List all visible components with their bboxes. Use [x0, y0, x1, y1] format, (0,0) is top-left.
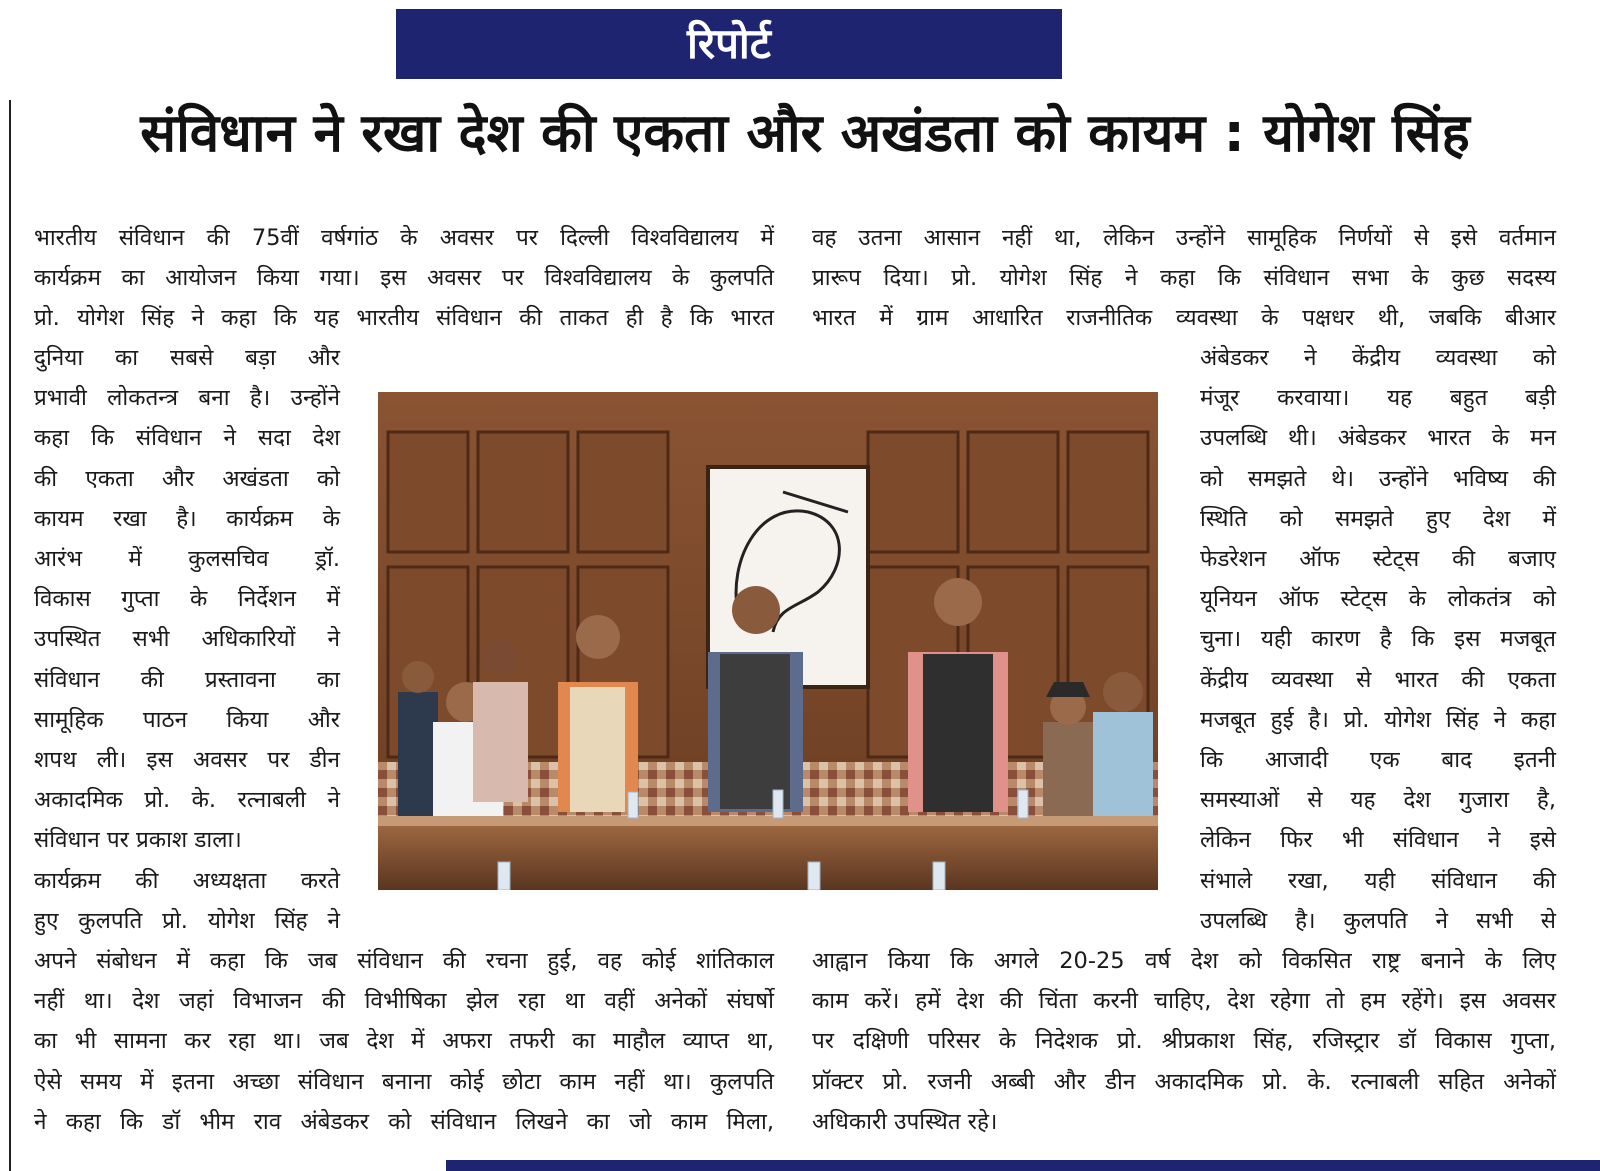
- text-line: यूनियन ऑफ स्टेट्स के लोकतंत्र को: [1200, 586, 1556, 613]
- text-line: प्रारूप दिया। प्रो. योगेश सिंह ने कहा कि संविधान सभा के कुछ सदस्य: [812, 265, 1556, 292]
- text-line: संविधान पर प्रकाश डाला।: [34, 827, 242, 854]
- meeting-photo: [378, 392, 1158, 890]
- text-line: ऐसे समय में इतना अच्छा संविधान बनाना कोई छोटा काम नहीं था। कुलपति: [34, 1068, 774, 1095]
- headline: संविधान ने रखा देश की एकता और अखंडता को कायम : योगेश सिंह: [140, 103, 1470, 164]
- text-line: संभाले रखा, यही संविधान की: [1200, 867, 1556, 894]
- text-line: अपने संबोधन में कहा कि जब संविधान की रचना हुई, वह कोई शांतिकाल: [34, 948, 774, 974]
- report-kicker: रिपोर्ट: [396, 9, 1062, 79]
- narrow-right-column: [1200, 338, 1556, 941]
- text-line: ने कहा कि डॉ भीम राव अंबेडकर को संविधान लिखने का जो काम मिला,: [34, 1108, 774, 1135]
- text-line: समस्याओं से यह देश गुजारा है,: [1200, 787, 1556, 814]
- text-line: मजबूत हुई है। प्रो. योगेश सिंह ने कहा: [1200, 706, 1556, 733]
- bottom-accent-bar: [446, 1160, 1600, 1171]
- text-line: शपथ ली। इस अवसर पर डीन: [34, 747, 340, 774]
- text-line: नहीं था। देश जहां विभाजन की विभीषिका झेल रहा था वहीं अनेकों संघर्षो: [34, 988, 774, 1015]
- text-line: भारतीय संविधान की 75वीं वर्षगांठ के अवसर पर दिल्ली विश्वविद्यालय में: [34, 225, 774, 251]
- narrow-left-column: [34, 338, 340, 941]
- text-line: स्थिति को समझते हुए देश में: [1200, 505, 1556, 532]
- meeting-photo-icon: [378, 392, 1158, 890]
- text-line: प्रो. योगेश सिंह ने कहा कि यह भारतीय संविधान की ताकत ही है कि भारत: [34, 305, 774, 332]
- text-line: कहा कि संविधान ने सदा देश: [34, 425, 340, 452]
- text-line: सामूहिक पाठन किया और: [34, 706, 340, 733]
- text-line: का भी सामना कर रहा था। जब देश में अफरा तफरी का माहौल व्याप्त था,: [34, 1028, 774, 1055]
- text-line: उपस्थित सभी अधिकारियों ने: [34, 626, 340, 653]
- bottom-left-block: [34, 941, 774, 1142]
- lead-right-block: [812, 218, 1556, 339]
- text-line: काम करें। हमें देश की चिंता करनी चाहिए, देश रहेगा तो हम रहेंगे। इस अवसर: [812, 988, 1556, 1015]
- text-line: अधिकारी उपस्थित रहे।: [812, 1108, 998, 1135]
- text-line: मंजूर करवाया। यह बहुत बड़ी: [1200, 385, 1556, 412]
- text-line: केंद्रीय व्यवस्था से भारत की एकता: [1200, 666, 1556, 693]
- text-line: लेकिन फिर भी संविधान ने इसे: [1200, 827, 1556, 854]
- text-line: कि आजादी एक बाद इतनी: [1200, 747, 1556, 774]
- text-line: दुनिया का सबसे बड़ा और: [34, 345, 340, 371]
- text-line: अंबेडकर ने केंद्रीय व्यवस्था को: [1200, 345, 1556, 371]
- text-line: की एकता और अखंडता को: [34, 465, 340, 492]
- bottom-right-block: [812, 941, 1556, 1142]
- left-column-rule: [9, 100, 11, 1171]
- text-line: प्रभावी लोकतन्त्र बना है। उन्होंने: [34, 385, 340, 412]
- text-line: कार्यक्रम का आयोजन किया गया। इस अवसर पर विश्वविद्यालय के कुलपति: [34, 265, 774, 292]
- lead-left-block: [34, 218, 774, 339]
- text-line: वह उतना आसान नहीं था, लेकिन उन्होंने सामूहिक निर्णयों से इसे वर्तमान: [812, 225, 1556, 251]
- text-line: विकास गुप्ता के निर्देशन में: [34, 586, 340, 613]
- text-line: अकादमिक प्रो. के. रत्नाबली ने: [34, 787, 340, 814]
- text-line: भारत में ग्राम आधारित राजनीतिक व्यवस्था के पक्षधर थी, जबकि बीआर: [812, 305, 1556, 332]
- text-line: आह्वान किया कि अगले 20-25 वर्ष देश को विकसित राष्ट्र बनाने के लिए: [812, 948, 1556, 974]
- text-line: को समझते थे। उन्होंने भविष्य की: [1200, 465, 1556, 492]
- text-line: उपलब्धि थी। अंबेडकर भारत के मन: [1200, 425, 1556, 452]
- text-line: संविधान की प्रस्तावना का: [34, 666, 340, 693]
- text-line: उपलब्धि है। कुलपति ने सभी से: [1200, 907, 1556, 934]
- text-line: आरंभ में कुलसचिव ड्रॉ.: [34, 546, 340, 573]
- text-line: चुना। यही कारण है कि इस मजबूत: [1200, 626, 1556, 653]
- text-line: कार्यक्रम की अध्यक्षता करते: [34, 867, 340, 894]
- text-line: हुए कुलपति प्रो. योगेश सिंह ने: [34, 907, 340, 934]
- text-line: प्रॉक्टर प्रो. रजनी अब्बी और डीन अकादमिक प्रो. के. रत्नाबली सहित अनेकों: [812, 1068, 1556, 1095]
- text-line: कायम रखा है। कार्यक्रम के: [34, 505, 340, 532]
- text-line: फेडरेशन ऑफ स्टेट्स की बजाए: [1200, 546, 1556, 573]
- text-line: पर दक्षिणी परिसर के निदेशक प्रो. श्रीप्रकाश सिंह, रजिस्ट्रार डॉ विकास गुप्ता,: [812, 1028, 1556, 1055]
